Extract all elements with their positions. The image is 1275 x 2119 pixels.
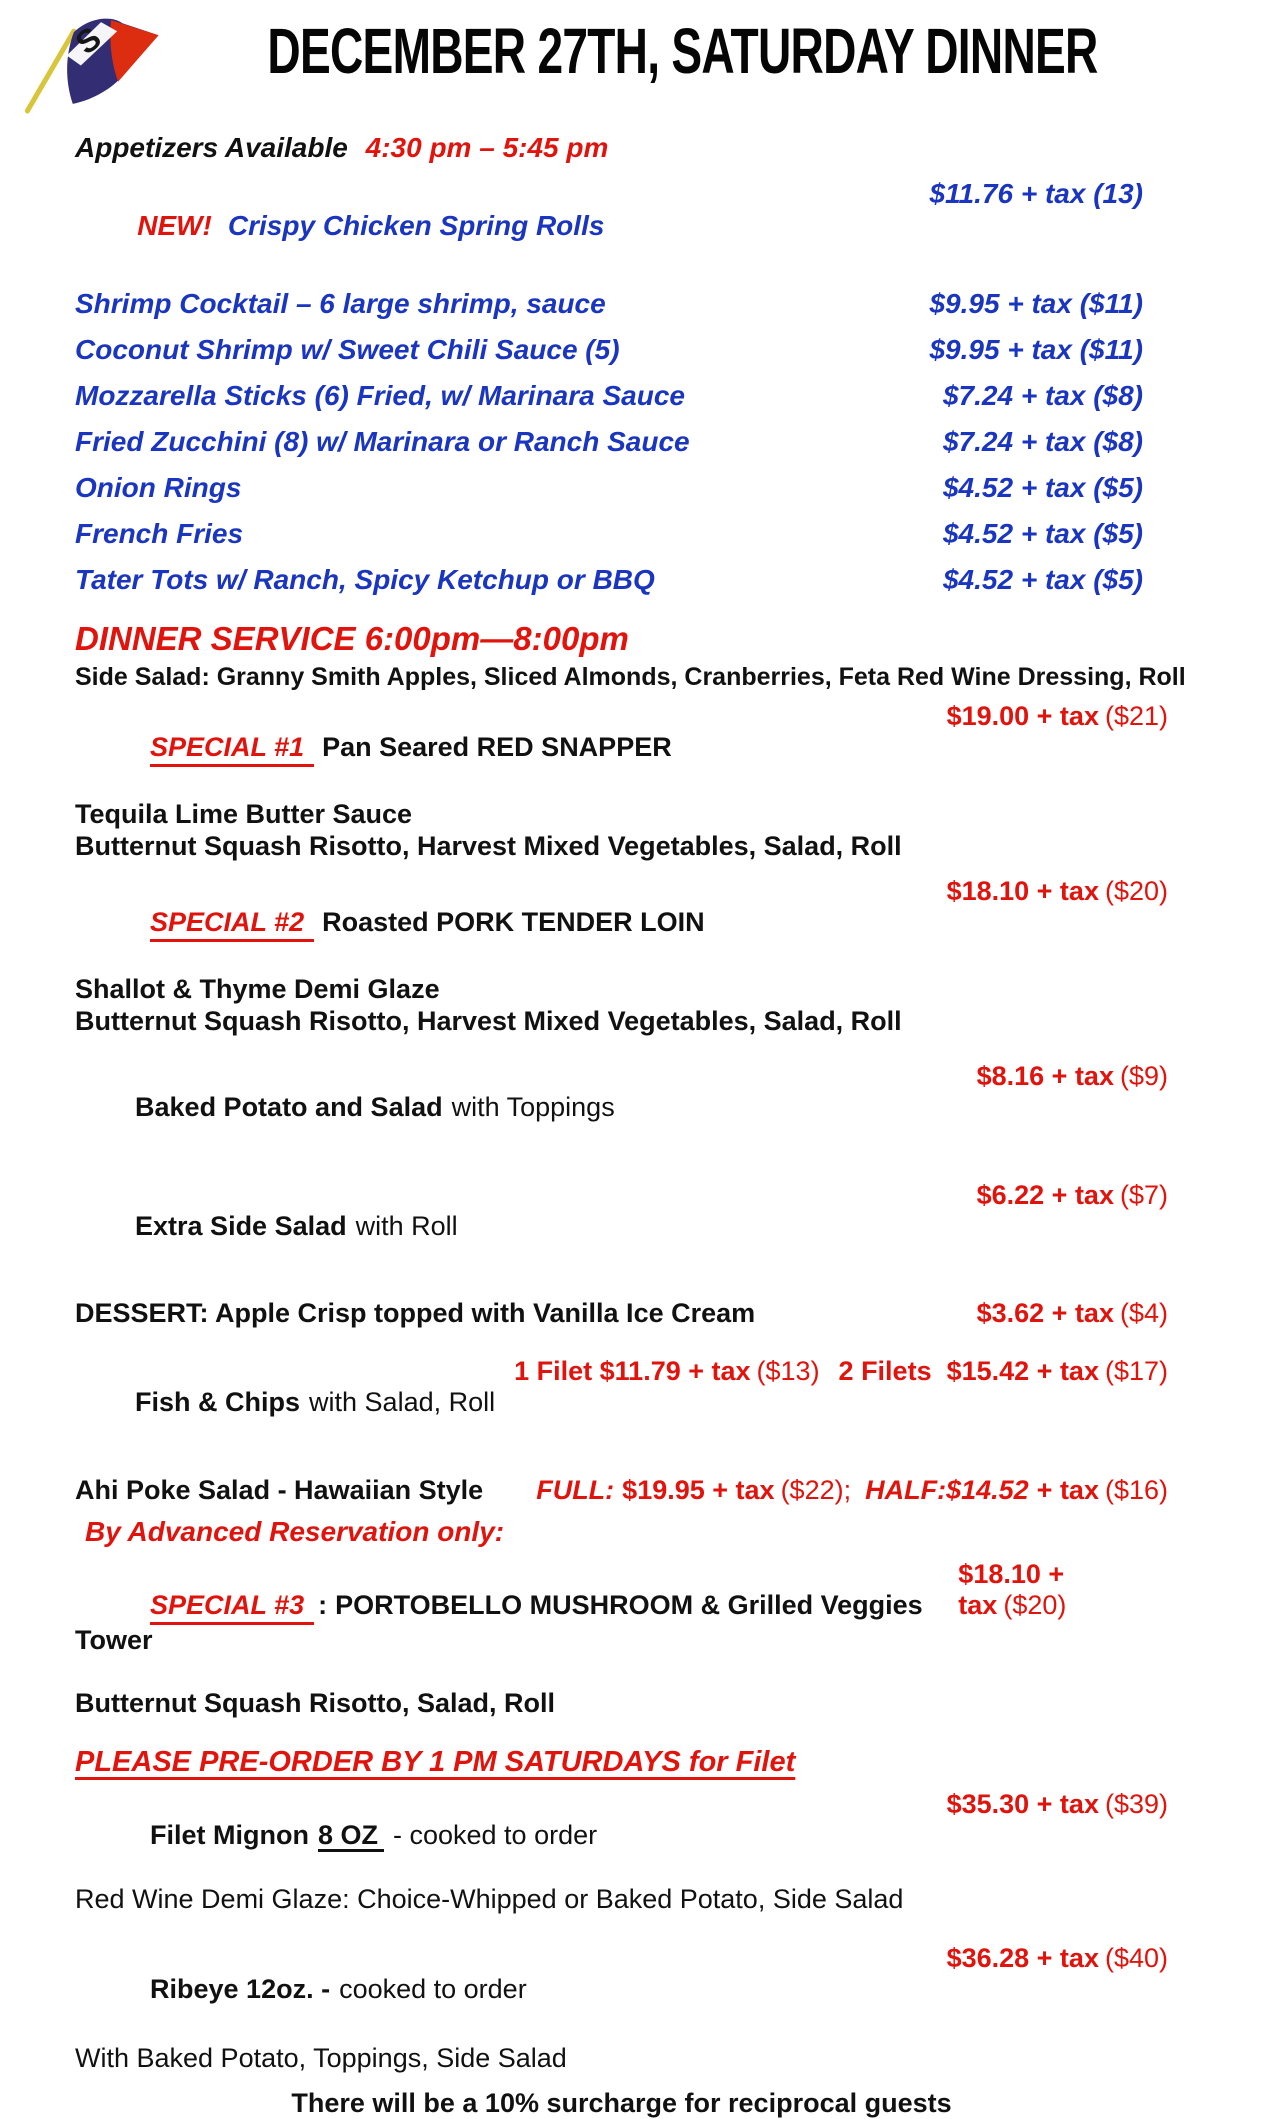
menu-item-row [75, 1298, 1168, 1329]
item-price-one-filet: 1 Filet $11.79 + tax ($13) [514, 1356, 820, 1386]
side-salad-line: Side Salad: Granny Smith Apples, Sliced Almonds, Cranberries, Feta Red Wine Dressing, Roll [75, 663, 1186, 691]
item-name-text: PORTOBELLO MUSHROOM & Grilled Veggies Tower [75, 1590, 931, 1655]
appetizers-heading-label: Appetizers Available [75, 132, 348, 163]
item-name: Tater Tots w/ Ranch, Spicy Ketchup or BBQ [75, 564, 655, 595]
dinner-section [0, 620, 1275, 2119]
item-price: $4.52 + tax ($5) [942, 564, 1143, 595]
surcharge-note: There will be a 10% surcharge for reciprocal guests [291, 2088, 952, 2118]
menu-item-row [75, 1356, 1168, 1449]
item-description: Butternut Squash Risotto, Salad, Roll [75, 1688, 556, 1718]
item-name [75, 178, 604, 274]
page-title: DECEMBER 27TH, SATURDAY DINNER [267, 15, 1098, 87]
item-price: $9.95 + tax ($11) [929, 288, 1143, 319]
menu-item-row [75, 518, 1143, 550]
item-price: $6.22 + tax ($7) [976, 1180, 1168, 1210]
item-name: Extra Side Salad with Roll [135, 1211, 458, 1241]
item-price: $7.24 + tax ($8) [942, 380, 1143, 411]
item-name-text: Crispy Chicken Spring Rolls [227, 210, 605, 241]
menu-item-row [75, 334, 1143, 366]
special-3-block [75, 1559, 1168, 1719]
special-tag: SPECIAL #1 [150, 732, 314, 767]
item-name: French Fries [75, 518, 244, 549]
item-name: Shrimp Cocktail – 6 large shrimp, sauce [75, 288, 606, 319]
item-description: Butternut Squash Risotto, Harvest Mixed Vegetables, Salad, Roll [75, 1006, 902, 1036]
filet-mignon-block [75, 1789, 1168, 1915]
item-name: Fish & Chips with Salad, Roll [135, 1387, 496, 1417]
appetizers-hours: 4:30 pm – 5:45 pm [365, 132, 609, 163]
menu-item-row [75, 178, 1143, 274]
item-description: Shallot & Thyme Demi Glaze [75, 974, 440, 1004]
flag-pole [27, 31, 73, 111]
item-name: Ribeye 12oz. - cooked to order [150, 1974, 527, 2004]
item-price: $11.76 + tax (13) [929, 178, 1143, 209]
ribeye-block [75, 1943, 1168, 2074]
item-price: $4.52 + tax ($5) [942, 518, 1143, 549]
new-badge: NEW! [137, 210, 212, 241]
item-name: Fried Zucchini (8) w/ Marinara or Ranch Sauce [75, 426, 690, 457]
menu-item-row [75, 426, 1143, 458]
item-name: DESSERT: Apple Crisp topped with Vanilla Ice Cream [75, 1298, 756, 1328]
menu-item-row [75, 1789, 1168, 1883]
menu-header [0, 0, 1275, 122]
item-name: Onion Rings [75, 472, 242, 503]
item-name [75, 1559, 958, 1687]
menu-item-row [75, 701, 1168, 798]
item-price: $3.62 + tax ($4) [976, 1298, 1168, 1328]
burgee-letter: S [68, 19, 108, 62]
item-price: $4.52 + tax ($5) [942, 472, 1143, 503]
item-price: $19.00 + tax ($21) [946, 701, 1168, 731]
item-description: With Baked Potato, Toppings, Side Salad [75, 2043, 567, 2073]
item-name: Ahi Poke Salad - Hawaiian Style [75, 1475, 484, 1505]
size-label: 8 OZ [318, 1822, 384, 1852]
item-price: $8.16 + tax ($9) [976, 1061, 1168, 1091]
menu-item-row [75, 380, 1143, 412]
item-name [75, 876, 705, 973]
reservation-note: By Advanced Reservation only: [85, 1516, 505, 1547]
menu-item-row [75, 1061, 1168, 1154]
special-tag: SPECIAL #3 [150, 1590, 314, 1625]
dinner-service-heading: DINNER SERVICE 6:00pm—8:00pm [75, 620, 629, 657]
item-name [75, 701, 672, 798]
item-description: Butternut Squash Risotto, Harvest Mixed Vegetables, Salad, Roll [75, 831, 902, 861]
item-price: FULL: $19.95 + tax ($22); HALF:$14.52 + tax ($16) [536, 1475, 1168, 1505]
menu-item-row [75, 564, 1143, 596]
special-1-block [75, 701, 1168, 862]
menu-item-row [75, 288, 1143, 320]
item-price: $9.95 + tax ($11) [929, 334, 1143, 365]
menu-item-row [75, 1475, 1168, 1506]
appetizers-section [0, 132, 1275, 596]
item-name-text: Pan Seared RED SNAPPER [322, 732, 672, 762]
appetizers-heading [75, 132, 1143, 164]
menu-item-row [75, 472, 1143, 504]
item-price: $35.30 + tax ($39) [946, 1789, 1168, 1819]
item-name: Mozzarella Sticks (6) Fried, w/ Marinara Sauce [75, 380, 685, 411]
menu-item-row [75, 1943, 1168, 2036]
item-name: Coconut Shrimp w/ Sweet Chili Sauce (5) [75, 334, 620, 365]
item-name: Filet Mignon 8 OZ - cooked to order [150, 1820, 598, 1850]
item-description: Tequila Lime Butter Sauce [75, 799, 413, 829]
special-tag: SPECIAL #2 [150, 907, 314, 942]
item-price: $7.24 + tax ($8) [942, 426, 1143, 457]
menu-item-row [75, 1559, 1168, 1687]
special-2-block [75, 876, 1168, 1037]
item-price: $18.10 + tax ($20) [946, 876, 1168, 906]
menu-item-row [75, 876, 1168, 973]
item-price: $36.28 + tax ($40) [946, 1943, 1168, 1973]
separator: : [318, 1590, 328, 1620]
item-name: Baked Potato and Salad with Toppings [135, 1092, 615, 1122]
item-price-two-filets: 2 Filets $15.42 + tax ($17) [838, 1356, 1168, 1386]
preorder-heading: PLEASE PRE-ORDER BY 1 PM SATURDAYS for Filet [75, 1746, 796, 1778]
menu-item-row [75, 1180, 1168, 1273]
item-price: $18.10 + tax ($20) [958, 1559, 1072, 1620]
item-description: Red Wine Demi Glaze: Choice-Whipped or Baked Potato, Side Salad [75, 1884, 904, 1914]
item-name-text: Roasted PORK TENDER LOIN [322, 907, 705, 937]
